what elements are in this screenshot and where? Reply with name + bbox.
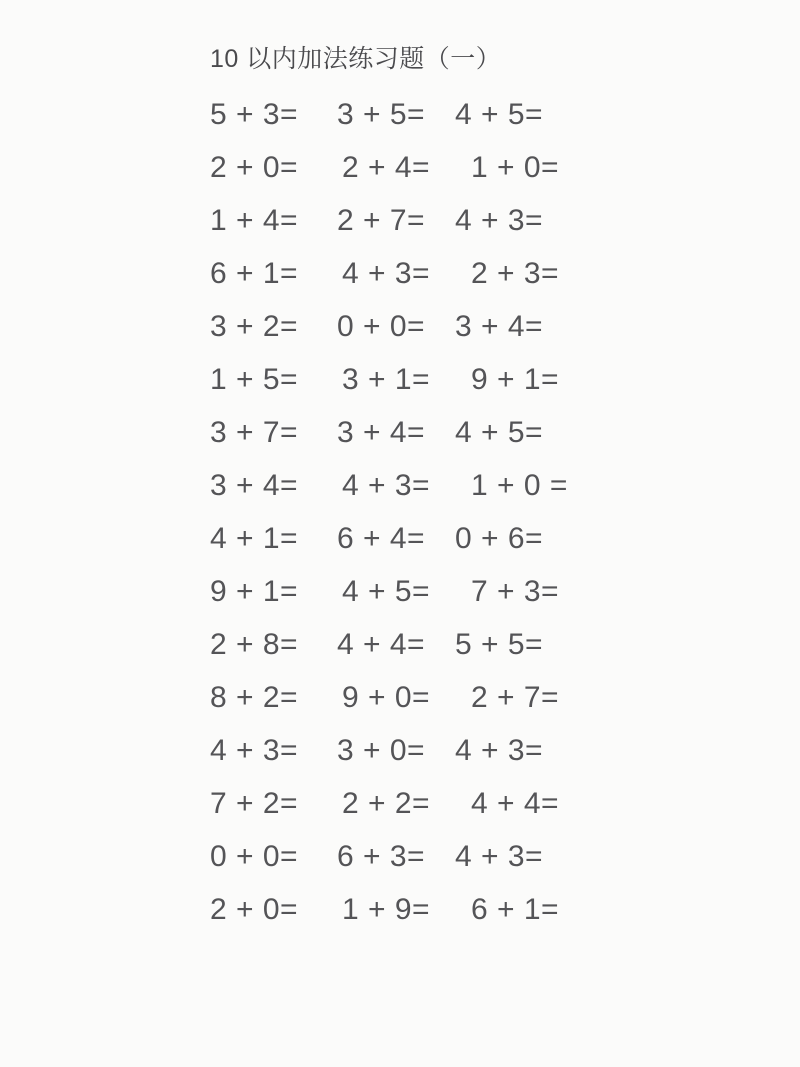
problem: 4 + 3= — [455, 839, 544, 873]
problem: 0 + 6= — [455, 521, 544, 555]
problem: 2 + 0= — [210, 150, 299, 184]
problem: 2 + 7= — [337, 203, 426, 237]
problem: 5 + 3= — [210, 97, 299, 131]
problem: 6 + 1= — [210, 256, 299, 290]
problem-row — [210, 565, 800, 618]
problem: 6 + 3= — [337, 839, 426, 873]
problem: 5 + 5= — [455, 627, 544, 661]
problem: 4 + 1= — [210, 521, 299, 555]
problem-row — [210, 353, 800, 406]
problem: 0 + 0= — [210, 839, 299, 873]
problem: 6 + 1= — [471, 892, 560, 926]
problem: 4 + 3= — [455, 733, 544, 767]
problem: 3 + 4= — [210, 468, 299, 502]
problem: 4 + 4= — [337, 627, 426, 661]
problem: 4 + 4= — [471, 786, 560, 820]
problem-row — [210, 406, 800, 459]
problem: 9 + 1= — [210, 574, 299, 608]
problem: 2 + 3= — [471, 256, 560, 290]
problem-row — [210, 883, 800, 936]
problem: 3 + 5= — [337, 97, 426, 131]
problem-row — [210, 724, 800, 777]
problem: 2 + 7= — [471, 680, 560, 714]
problem: 1 + 0= — [471, 150, 560, 184]
problem: 1 + 9= — [342, 892, 431, 926]
worksheet-title: 10 以内加法练习题（一） — [210, 45, 502, 73]
problem: 1 + 5= — [210, 362, 299, 396]
problem: 4 + 3= — [455, 203, 544, 237]
problem: 7 + 3= — [471, 574, 560, 608]
problem: 6 + 4= — [337, 521, 426, 555]
problem: 4 + 5= — [342, 574, 431, 608]
problem: 9 + 0= — [342, 680, 431, 714]
problem: 3 + 1= — [342, 362, 431, 396]
problem-row — [210, 300, 800, 353]
problem: 2 + 8= — [210, 627, 299, 661]
problem: 3 + 4= — [337, 415, 426, 449]
problem-row — [210, 671, 800, 724]
problem-row — [210, 141, 800, 194]
problem: 3 + 7= — [210, 415, 299, 449]
problem: 1 + 0 = — [471, 468, 568, 502]
problem-row — [210, 618, 800, 671]
problem: 4 + 3= — [342, 468, 431, 502]
problem: 1 + 4= — [210, 203, 299, 237]
problems-grid — [210, 88, 800, 936]
problem: 2 + 2= — [342, 786, 431, 820]
problem-row — [210, 459, 800, 512]
problem: 3 + 4= — [455, 309, 544, 343]
problem-row — [210, 88, 800, 141]
problem: 7 + 2= — [210, 786, 299, 820]
problem-row — [210, 247, 800, 300]
problem-row — [210, 777, 800, 830]
problem: 4 + 3= — [210, 733, 299, 767]
problem: 3 + 2= — [210, 309, 299, 343]
problem: 0 + 0= — [337, 309, 426, 343]
problem: 3 + 0= — [337, 733, 426, 767]
problem: 4 + 5= — [455, 415, 544, 449]
problem: 9 + 1= — [471, 362, 560, 396]
problem: 4 + 3= — [342, 256, 431, 290]
problem: 4 + 5= — [455, 97, 544, 131]
problem: 2 + 4= — [342, 150, 431, 184]
problem: 2 + 0= — [210, 892, 299, 926]
problem-row — [210, 194, 800, 247]
problem: 8 + 2= — [210, 680, 299, 714]
problem-row — [210, 512, 800, 565]
problem-row — [210, 830, 800, 883]
